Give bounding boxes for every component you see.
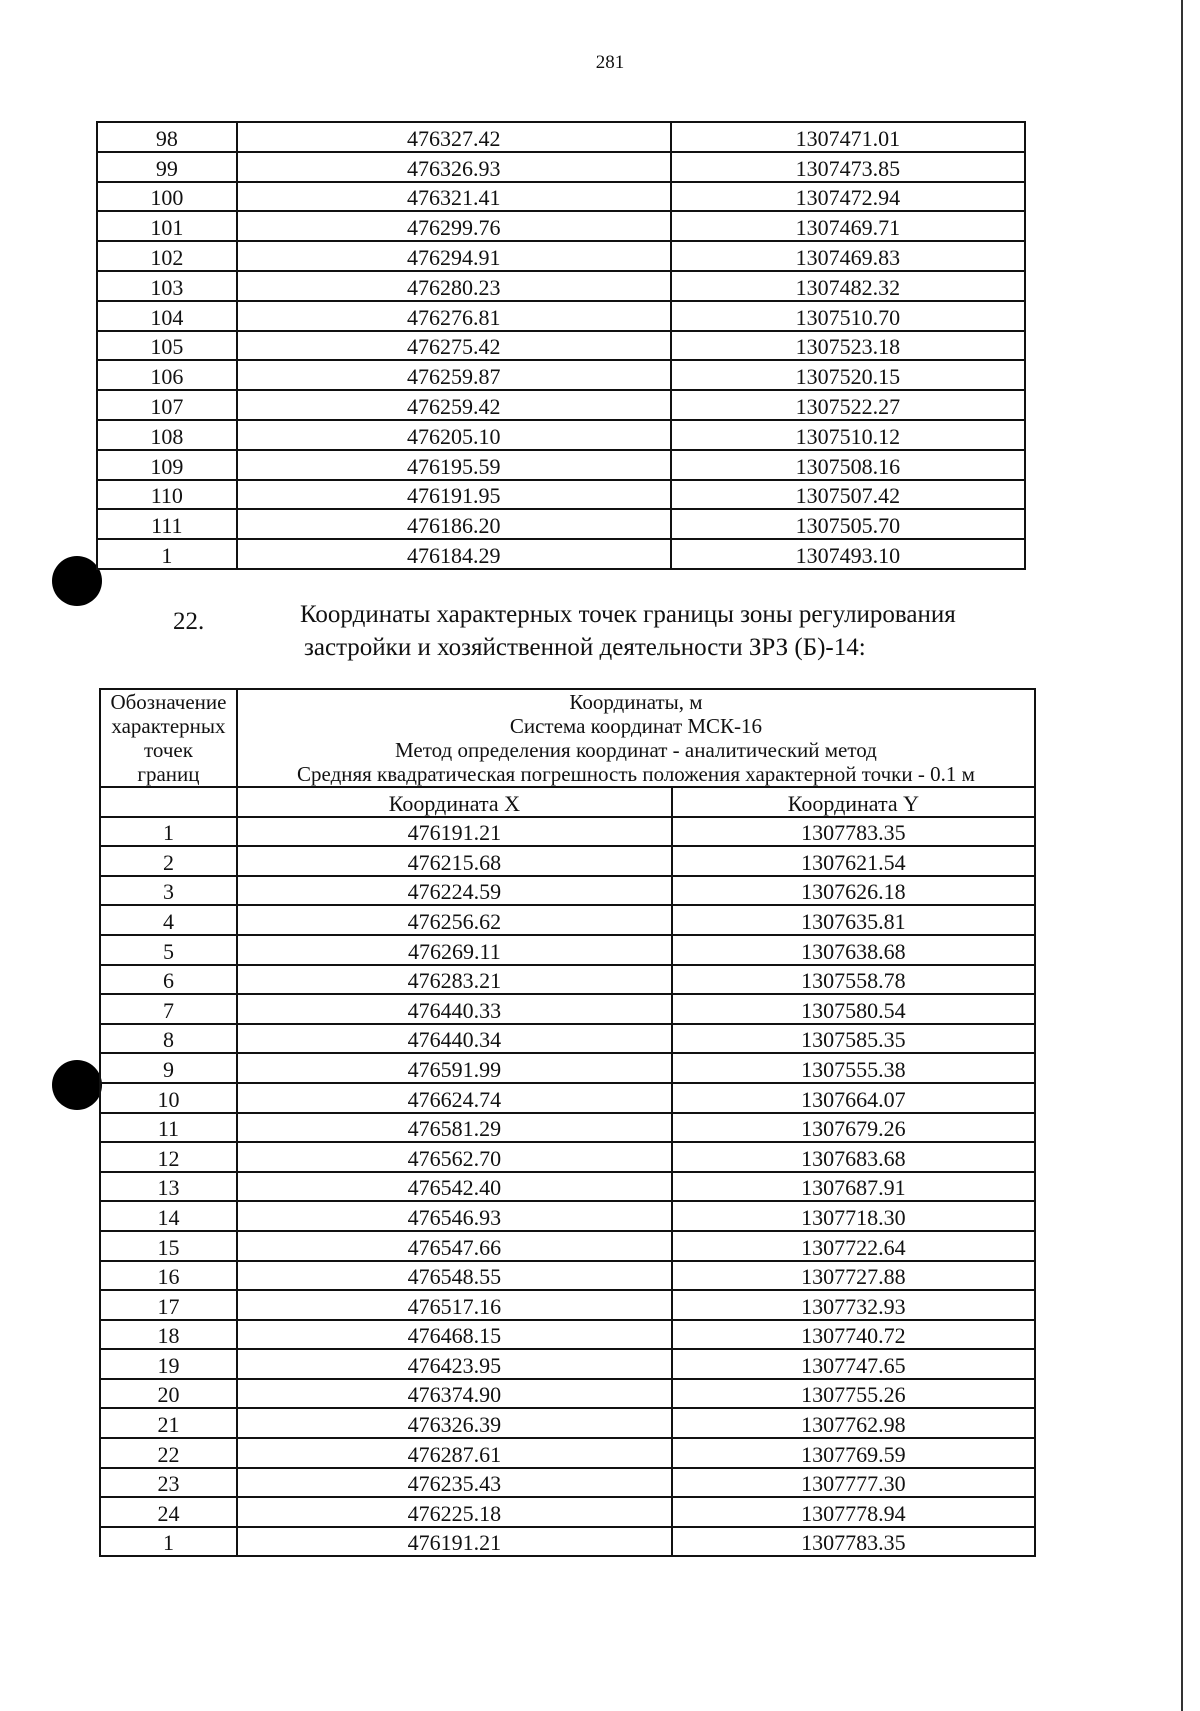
table-row	[100, 1024, 1035, 1054]
table-row	[100, 1320, 1035, 1350]
table-row	[100, 1379, 1035, 1409]
coordinate-x-cell: 476224.59	[237, 876, 672, 906]
table-row	[97, 182, 1025, 212]
coordinate-y-cell: 1307555.38	[672, 1053, 1035, 1083]
coordinate-x-cell: 476327.42	[237, 122, 671, 152]
coordinate-x-cell: 476468.15	[237, 1320, 672, 1350]
section-title-line-2: застройки и хозяйственной деятельности ЗРЗ (Б)-14:	[304, 634, 866, 661]
point-number-cell: 2	[100, 846, 237, 876]
table-row	[97, 301, 1025, 331]
coordinate-y-cell: 1307687.91	[672, 1172, 1035, 1202]
table-row	[100, 1053, 1035, 1083]
table-row	[100, 965, 1035, 995]
coordinate-y-cell: 1307747.65	[672, 1349, 1035, 1379]
coordinate-x-cell: 476283.21	[237, 965, 672, 995]
coordinate-y-cell: 1307520.15	[671, 360, 1025, 390]
point-number-cell: 19	[100, 1349, 237, 1379]
table-row	[100, 905, 1035, 935]
point-number-cell: 99	[97, 152, 237, 182]
coordinate-y-cell: 1307732.93	[672, 1290, 1035, 1320]
point-number-cell: 24	[100, 1497, 237, 1527]
coordinate-y-cell: 1307621.54	[672, 846, 1035, 876]
header-first-line-1: Обозначение	[110, 690, 227, 714]
coordinate-x-cell: 476423.95	[237, 1349, 672, 1379]
coordinate-x-cell: 476280.23	[237, 271, 671, 301]
coordinate-x-cell: 476294.91	[237, 241, 671, 271]
point-number-cell: 5	[100, 935, 237, 965]
coordinate-x-cell: 476440.33	[237, 994, 672, 1024]
coordinate-y-cell: 1307472.94	[671, 182, 1025, 212]
point-number-cell: 111	[97, 509, 237, 539]
coordinate-y-cell: 1307727.88	[672, 1261, 1035, 1291]
coordinate-x-cell: 476374.90	[237, 1379, 672, 1409]
coordinate-x-cell: 476195.59	[237, 450, 671, 480]
point-number-cell: 21	[100, 1408, 237, 1438]
point-number-cell: 102	[97, 241, 237, 271]
coordinate-y-cell: 1307505.70	[671, 509, 1025, 539]
table-header-row	[100, 689, 1035, 787]
coordinate-y-cell: 1307523.18	[671, 331, 1025, 361]
table-row	[100, 1290, 1035, 1320]
point-number-cell: 6	[100, 965, 237, 995]
table-row	[100, 1497, 1035, 1527]
point-number-cell: 16	[100, 1261, 237, 1291]
table-row	[100, 1408, 1035, 1438]
coordinate-x-cell: 476191.95	[237, 480, 671, 510]
point-number-cell: 103	[97, 271, 237, 301]
header-main-line-4: Средняя квадратическая погрешность положения характерной точки - 0.1 м	[297, 762, 975, 786]
point-number-cell: 100	[97, 182, 237, 212]
coordinate-x-cell: 476259.87	[237, 360, 671, 390]
table-row	[100, 846, 1035, 876]
header-coordinate-y: Координата Y	[672, 787, 1035, 817]
point-number-cell: 22	[100, 1438, 237, 1468]
coordinate-y-cell: 1307783.35	[672, 1527, 1035, 1557]
punch-hole-bottom	[52, 1060, 102, 1110]
table-row	[97, 539, 1025, 569]
coordinate-x-cell: 476321.41	[237, 182, 671, 212]
coordinate-x-cell: 476191.21	[237, 1527, 672, 1557]
table-row	[100, 1172, 1035, 1202]
coordinate-y-cell: 1307585.35	[672, 1024, 1035, 1054]
header-coordinate-x: Координата X	[237, 787, 672, 817]
coordinate-x-cell: 476256.62	[237, 905, 672, 935]
point-number-cell: 98	[97, 122, 237, 152]
coordinate-x-cell: 476275.42	[237, 331, 671, 361]
coordinate-y-cell: 1307679.26	[672, 1113, 1035, 1143]
header-main-line-1: Координаты, м	[569, 690, 703, 714]
coordinate-y-cell: 1307683.68	[672, 1142, 1035, 1172]
coordinate-y-cell: 1307722.64	[672, 1231, 1035, 1261]
point-number-cell: 10	[100, 1083, 237, 1113]
point-number-cell: 1	[97, 539, 237, 569]
header-coordinates-info	[237, 689, 1035, 787]
coordinate-y-cell: 1307482.32	[671, 271, 1025, 301]
table-row	[100, 1142, 1035, 1172]
coordinate-y-cell: 1307510.12	[671, 420, 1025, 450]
table-row	[97, 420, 1025, 450]
coordinate-y-cell: 1307762.98	[672, 1408, 1035, 1438]
coordinate-x-cell: 476517.16	[237, 1290, 672, 1320]
coordinate-x-cell: 476546.93	[237, 1201, 672, 1231]
coordinate-x-cell: 476547.66	[237, 1231, 672, 1261]
table-row	[97, 241, 1025, 271]
table-row	[100, 876, 1035, 906]
coordinate-y-cell: 1307626.18	[672, 876, 1035, 906]
coordinate-x-cell: 476624.74	[237, 1083, 672, 1113]
section-title-line-1: Координаты характерных точек границы зоны регулирования	[300, 601, 956, 628]
table-row	[100, 1468, 1035, 1498]
table-row	[97, 211, 1025, 241]
coordinate-y-cell: 1307471.01	[671, 122, 1025, 152]
table-subheader-row	[100, 787, 1035, 817]
coordinate-y-cell: 1307769.59	[672, 1438, 1035, 1468]
point-number-cell: 12	[100, 1142, 237, 1172]
coordinate-y-cell: 1307508.16	[671, 450, 1025, 480]
header-first-line-4: границ	[137, 762, 200, 786]
coordinate-x-cell: 476205.10	[237, 420, 671, 450]
coordinates-table-continued	[96, 121, 1026, 570]
table-row	[97, 331, 1025, 361]
table-row	[100, 1438, 1035, 1468]
table-row	[100, 1231, 1035, 1261]
point-number-cell: 1	[100, 1527, 237, 1557]
table-row	[100, 994, 1035, 1024]
header-first-line-3: точек	[143, 738, 193, 762]
coordinate-y-cell: 1307755.26	[672, 1379, 1035, 1409]
coordinate-x-cell: 476235.43	[237, 1468, 672, 1498]
point-number-cell: 18	[100, 1320, 237, 1350]
table-row	[100, 1349, 1035, 1379]
table-row	[100, 935, 1035, 965]
coordinate-y-cell: 1307507.42	[671, 480, 1025, 510]
coordinate-x-cell: 476299.76	[237, 211, 671, 241]
coordinate-y-cell: 1307469.83	[671, 241, 1025, 271]
table-row	[97, 122, 1025, 152]
coordinate-x-cell: 476440.34	[237, 1024, 672, 1054]
point-number-cell: 4	[100, 905, 237, 935]
section-number: 22.	[173, 608, 205, 635]
point-number-cell: 8	[100, 1024, 237, 1054]
coordinate-y-cell: 1307493.10	[671, 539, 1025, 569]
point-number-cell: 105	[97, 331, 237, 361]
table-row	[100, 817, 1035, 847]
point-number-cell: 106	[97, 360, 237, 390]
coordinate-x-cell: 476581.29	[237, 1113, 672, 1143]
coordinate-x-cell: 476259.42	[237, 390, 671, 420]
point-number-cell: 109	[97, 450, 237, 480]
point-number-cell: 15	[100, 1231, 237, 1261]
table-row	[97, 480, 1025, 510]
header-first-line-2: характерных	[111, 714, 226, 738]
coordinate-x-cell: 476225.18	[237, 1497, 672, 1527]
table-row	[97, 390, 1025, 420]
point-number-cell: 14	[100, 1201, 237, 1231]
header-main-line-3: Метод определения координат - аналитический метод	[395, 738, 877, 762]
coordinate-y-cell: 1307777.30	[672, 1468, 1035, 1498]
point-number-cell: 17	[100, 1290, 237, 1320]
point-number-cell: 108	[97, 420, 237, 450]
point-number-cell: 104	[97, 301, 237, 331]
coordinate-x-cell: 476326.39	[237, 1408, 672, 1438]
table-row	[100, 1261, 1035, 1291]
coordinate-x-cell: 476215.68	[237, 846, 672, 876]
point-number-cell: 3	[100, 876, 237, 906]
coordinate-x-cell: 476326.93	[237, 152, 671, 182]
header-point-designation	[100, 689, 237, 787]
coordinates-table-zrz-b-14	[99, 688, 1036, 1557]
coordinate-x-cell: 476184.29	[237, 539, 671, 569]
table-row	[100, 1083, 1035, 1113]
coordinate-y-cell: 1307718.30	[672, 1201, 1035, 1231]
coordinate-x-cell: 476186.20	[237, 509, 671, 539]
subheader-empty-cell	[100, 787, 237, 817]
table-row	[97, 152, 1025, 182]
coordinate-y-cell: 1307522.27	[671, 390, 1025, 420]
point-number-cell: 7	[100, 994, 237, 1024]
coordinate-y-cell: 1307558.78	[672, 965, 1035, 995]
coordinate-x-cell: 476562.70	[237, 1142, 672, 1172]
point-number-cell: 1	[100, 817, 237, 847]
table-row	[97, 450, 1025, 480]
coordinate-y-cell: 1307638.68	[672, 935, 1035, 965]
coordinate-y-cell: 1307510.70	[671, 301, 1025, 331]
point-number-cell: 107	[97, 390, 237, 420]
coordinate-x-cell: 476548.55	[237, 1261, 672, 1291]
coordinate-y-cell: 1307740.72	[672, 1320, 1035, 1350]
coordinate-y-cell: 1307580.54	[672, 994, 1035, 1024]
point-number-cell: 9	[100, 1053, 237, 1083]
table-row	[100, 1113, 1035, 1143]
coordinate-y-cell: 1307635.81	[672, 905, 1035, 935]
coordinate-x-cell: 476191.21	[237, 817, 672, 847]
coordinate-x-cell: 476269.11	[237, 935, 672, 965]
table-row	[97, 271, 1025, 301]
point-number-cell: 23	[100, 1468, 237, 1498]
header-main-line-2: Система координат МСК-16	[509, 714, 763, 738]
point-number-cell: 13	[100, 1172, 237, 1202]
table-row	[97, 509, 1025, 539]
point-number-cell: 110	[97, 480, 237, 510]
table-row	[97, 360, 1025, 390]
point-number-cell: 20	[100, 1379, 237, 1409]
coordinate-x-cell: 476542.40	[237, 1172, 672, 1202]
coordinate-x-cell: 476276.81	[237, 301, 671, 331]
table-row	[100, 1201, 1035, 1231]
coordinate-x-cell: 476287.61	[237, 1438, 672, 1468]
coordinate-y-cell: 1307664.07	[672, 1083, 1035, 1113]
table-row	[100, 1527, 1035, 1557]
coordinate-x-cell: 476591.99	[237, 1053, 672, 1083]
point-number-cell: 11	[100, 1113, 237, 1143]
coordinate-y-cell: 1307783.35	[672, 817, 1035, 847]
punch-hole-top	[52, 556, 102, 606]
coordinate-y-cell: 1307473.85	[671, 152, 1025, 182]
coordinate-y-cell: 1307778.94	[672, 1497, 1035, 1527]
coordinate-y-cell: 1307469.71	[671, 211, 1025, 241]
section-title	[300, 598, 1080, 664]
point-number-cell: 101	[97, 211, 237, 241]
page-number: 281	[595, 52, 625, 73]
